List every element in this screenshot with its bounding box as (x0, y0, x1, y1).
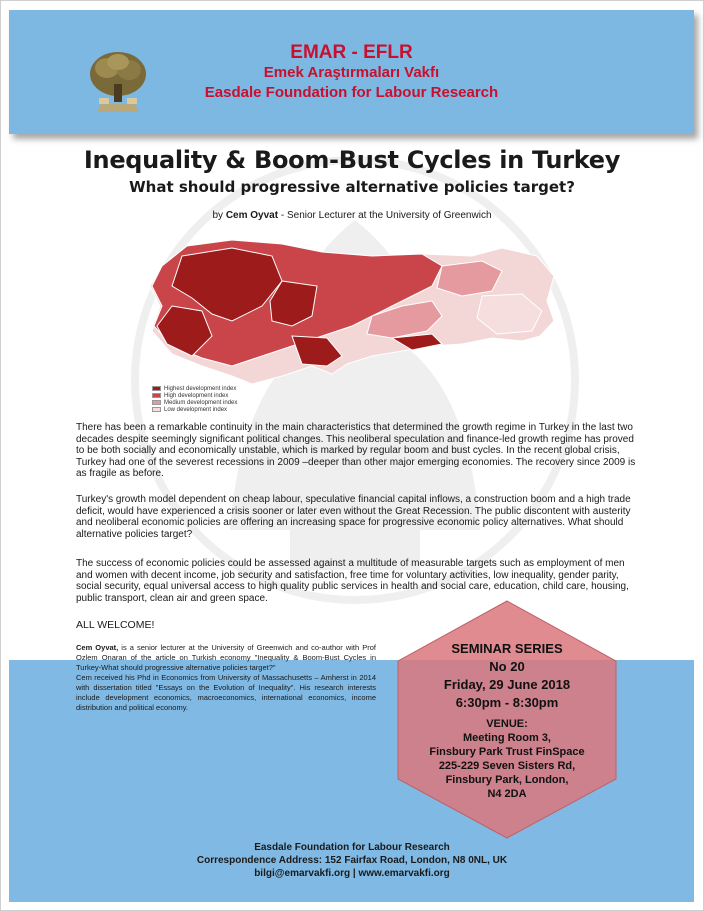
byline (0, 210, 704, 221)
seminar-venue (396, 717, 618, 801)
map-legend (152, 385, 237, 413)
legend-label: Highest development index (164, 385, 237, 392)
page-subtitle: What should progressive alternative policies target? (129, 178, 575, 196)
venue-line: Finsbury Park, London, (445, 774, 569, 786)
byline-name: Cem Oyvat (225, 210, 279, 221)
body-paragraph-2: Turkey's growth model dependent on cheap labour, speculative financial capital inflows, a construction boom and a high trade deficit, would have experienced a crisis sooner or later even without the Great Recession. The public discontent with austerity and neoliberal economic policies are offering an increasing space for progressive economic policy alternatives. What should alternative policies target? (76, 494, 631, 540)
bio-text-1: is a senior lecturer at the University of Greenwich and co-author with Prof Ozlem Onaran of the article on Turkish economy "Inequality & Boom-Bust Cycles in Turkey-What should progressive alternative policies target?" (76, 643, 376, 672)
seminar-date: Friday, 29 June 2018 (443, 677, 571, 692)
legend-swatch (152, 407, 161, 412)
venue-line: Finsbury Park Trust FinSpace (429, 746, 585, 758)
page-title: Inequality & Boom-Bust Cycles in Turkey (83, 146, 621, 174)
legend-label: Low development index (164, 406, 228, 413)
footer-contact: bilgi@emarvakfi.org | www.emarvakfi.org (254, 868, 450, 879)
legend-item (152, 399, 237, 406)
legend-label: Medium development index (164, 399, 238, 406)
legend-swatch (152, 386, 161, 391)
bio-name: Cem Oyvat, (76, 643, 119, 652)
venue-line: Meeting Room 3, (462, 732, 551, 744)
seminar-number: No 20 (489, 659, 525, 674)
legend-swatch (152, 393, 161, 398)
body-paragraph-1: There has been a remarkable continuity in the main characteristics that determined the growth regime in Turkey in the last two decades despite seemingly significant political changes. This neoliberal speculation and finance-led growth regime has proved to be both socially and economically unstable, which is marked by regular boom and bust cycles. In the recent global crisis, Turkey had one of the severest recessions in 2009 –deeper than other major emerging economies. The recovery since 2009 is as fragile as before. (76, 422, 636, 479)
org-name-turkish: Emek Araştırmaları Vakfı (263, 64, 440, 81)
legend-item (152, 385, 237, 392)
org-acronym: EMAR - EFLR (290, 42, 413, 63)
venue-label: VENUE: (486, 718, 528, 730)
bio-text-2: Cem received his Phd in Economics from University of Massachusetts – Amherst in 2014 with dissertation titled "Essays on the Evolution of Inequality". His research interests include development economics, macroeconomics, international economics, income distribution and political economy. (76, 673, 376, 712)
header-band (9, 10, 694, 134)
legend-item (152, 406, 237, 413)
org-name-english: Easdale Foundation for Labour Research (204, 84, 499, 101)
body-paragraph-3: The success of economic policies could be assessed against a multitude of measurable targets such as employment of men and women with decent income, job security and satisfaction, free time for voluntary activities, low inequality, gender parity, social security, equal universal access to high quality public services in health and social care, education, child care, housing, public transport, clean air and green space. (76, 558, 629, 604)
turkey-development-map-icon (142, 226, 562, 386)
venue-line: 225-229 Seven Sisters Rd, (438, 760, 576, 772)
venue-line: N4 2DA (487, 788, 527, 800)
speaker-bio (76, 643, 376, 713)
legend-swatch (152, 400, 161, 405)
seminar-time: 6:30pm - 8:30pm (455, 695, 559, 710)
legend-label: High development index (164, 392, 229, 399)
byline-role: - Senior Lecturer at the University of Greenwich (278, 210, 492, 221)
footer-org-name: Easdale Foundation for Labour Research (254, 842, 450, 853)
seminar-series-label: SEMINAR SERIES (451, 641, 563, 656)
byline-prefix: by (212, 210, 226, 221)
footer-address: Correspondence Address: 152 Fairfax Road, London, N8 0NL, UK (196, 855, 508, 866)
legend-item (152, 392, 237, 399)
all-welcome-text: ALL WELCOME! (76, 619, 155, 631)
